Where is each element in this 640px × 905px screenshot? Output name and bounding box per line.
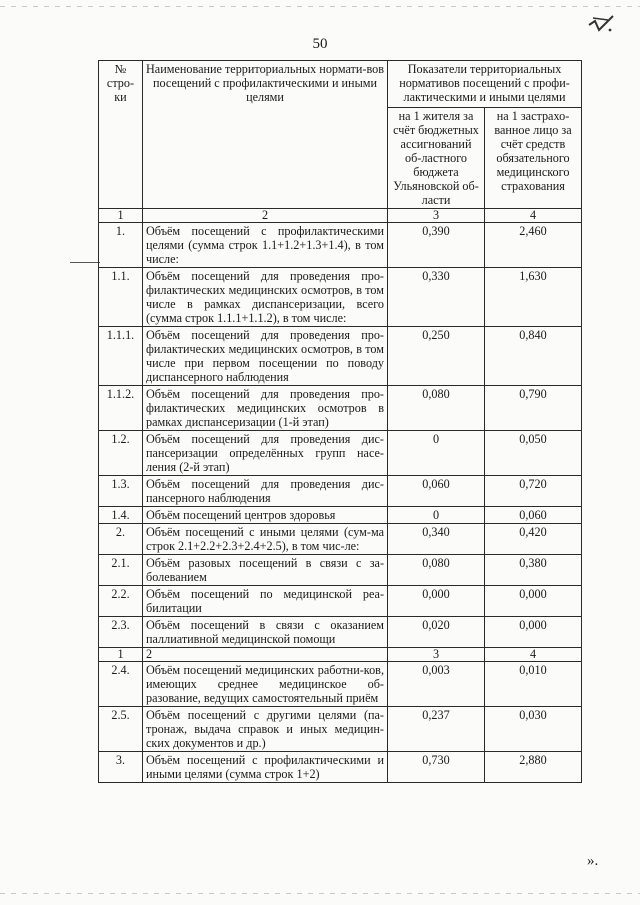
value-per-insured: 0,420 — [485, 524, 582, 555]
column-number: 3 — [388, 648, 485, 662]
header-row — [99, 61, 582, 108]
row-number: 2.4. — [99, 662, 143, 707]
value-per-insured: 2,880 — [485, 752, 582, 783]
row-name: Объём посещений с профилактическими и иными целями (сумма строк 1+2) — [143, 752, 388, 783]
row-name: Объём посещений для проведения дис-пансеризации определённых групп насе-ления (2-й этап) — [143, 431, 388, 476]
value-per-resident: 0,020 — [388, 617, 485, 648]
margin-line — [70, 262, 100, 263]
value-per-resident: 0,390 — [388, 223, 485, 268]
table-row — [99, 431, 582, 476]
row-name: Объём посещений медицинских работни-ков, имеющих среднее медицинское об-разование, ведущих самостоятельный приём — [143, 662, 388, 707]
value-per-insured: 0,010 — [485, 662, 582, 707]
table-row — [99, 662, 582, 707]
row-number: 1.1. — [99, 268, 143, 327]
value-per-insured: 0,060 — [485, 507, 582, 524]
row-number: 2. — [99, 524, 143, 555]
row-number: 1.4. — [99, 507, 143, 524]
column-number: 1 — [99, 648, 143, 662]
table-row — [99, 223, 582, 268]
row-number: 1.3. — [99, 476, 143, 507]
row-name: Объём посещений в связи с оказанием паллиативной медицинской помощи — [143, 617, 388, 648]
header-indicators-group: Показатели территориальных нормативов посещений с профи-лактическими и иными целями — [388, 61, 582, 108]
scan-edge-bottom — [0, 893, 640, 894]
column-numbers-row-repeat — [99, 648, 582, 662]
table-row — [99, 327, 582, 386]
row-name: Объём посещений с иными целями (сум-ма строк 2.1+2.2+2.3+2.4+2.5), в том чис-ле: — [143, 524, 388, 555]
value-per-resident: 0,003 — [388, 662, 485, 707]
value-per-resident: 0 — [388, 507, 485, 524]
header-per-insured: на 1 застрахо-ванное лицо за счёт средств обязательного медицинского страхования — [485, 108, 582, 209]
row-name: Объём посещений центров здоровья — [143, 507, 388, 524]
table-row — [99, 586, 582, 617]
table-row — [99, 617, 582, 648]
table-row — [99, 476, 582, 507]
value-per-resident: 0 — [388, 431, 485, 476]
column-number: 3 — [388, 209, 485, 223]
row-name: Объём посещений для проведения дис-пансерного наблюдения — [143, 476, 388, 507]
value-per-insured: 0,790 — [485, 386, 582, 431]
row-number: 1.1.1. — [99, 327, 143, 386]
column-number: 2 — [143, 648, 388, 662]
column-numbers-row — [99, 209, 582, 223]
row-name: Объём посещений для проведения про-филактических медицинских осмотров, в том числе при первом посещении по поводу диспансерного наблюдения — [143, 327, 388, 386]
header-row-number: № стро-ки — [99, 61, 143, 209]
table-row — [99, 524, 582, 555]
value-per-resident: 0,080 — [388, 386, 485, 431]
value-per-insured: 0,380 — [485, 555, 582, 586]
row-number: 1. — [99, 223, 143, 268]
table-row — [99, 386, 582, 431]
row-number: 1.1.2. — [99, 386, 143, 431]
header-per-resident: на 1 жителя за счёт бюджетных ассигнований об-ластного бюджета Ульяновской об-ласти — [388, 108, 485, 209]
value-per-resident: 0,000 — [388, 586, 485, 617]
table-row — [99, 555, 582, 586]
column-number: 2 — [143, 209, 388, 223]
scan-edge-top — [0, 6, 640, 7]
rows-part-1 — [99, 223, 582, 648]
row-name: Объём посещений для проведения про-филактических медицинских осмотров в рамках диспансеризации (1-й этап) — [143, 386, 388, 431]
table-row — [99, 707, 582, 752]
header-name: Наименование территориальных нормати-вов посещений с профилактическими и иными целями — [143, 61, 388, 209]
value-per-resident: 0,060 — [388, 476, 485, 507]
table-row — [99, 268, 582, 327]
value-per-insured: 0,720 — [485, 476, 582, 507]
value-per-resident: 0,340 — [388, 524, 485, 555]
table-row — [99, 507, 582, 524]
row-name: Объём посещений по медицинской реа-билитации — [143, 586, 388, 617]
closing-quote: ». — [587, 853, 599, 869]
value-per-resident: 0,250 — [388, 327, 485, 386]
column-number: 4 — [485, 648, 582, 662]
value-per-insured: 0,000 — [485, 617, 582, 648]
value-per-resident: 0,237 — [388, 707, 485, 752]
value-per-insured: 0,840 — [485, 327, 582, 386]
value-per-insured: 2,460 — [485, 223, 582, 268]
row-number: 2.5. — [99, 707, 143, 752]
value-per-insured: 0,000 — [485, 586, 582, 617]
value-per-insured: 1,630 — [485, 268, 582, 327]
page-number: 50 — [312, 36, 328, 52]
row-number: 2.3. — [99, 617, 143, 648]
value-per-resident: 0,330 — [388, 268, 485, 327]
row-number: 2.1. — [99, 555, 143, 586]
column-number: 1 — [99, 209, 143, 223]
row-name: Объём посещений с другими целями (па-тронаж, выдача справок и иных медицин-ских документов и др.) — [143, 707, 388, 752]
row-number: 3. — [99, 752, 143, 783]
value-per-insured: 0,030 — [485, 707, 582, 752]
column-number: 4 — [485, 209, 582, 223]
value-per-insured: 0,050 — [485, 431, 582, 476]
handwritten-check-mark-icon — [586, 13, 616, 35]
rows-part-2 — [99, 662, 582, 783]
value-per-resident: 0,730 — [388, 752, 485, 783]
value-per-resident: 0,080 — [388, 555, 485, 586]
row-name: Объём посещений с профилактическими целями (сумма строк 1.1+1.2+1.3+1.4), в том числе: — [143, 223, 388, 268]
row-name: Объём посещений для проведения про-филактических медицинских осмотров, в том числе в рамках диспансеризации, всего (сумма строк 1.1.1+1.1.2), в том числе: — [143, 268, 388, 327]
norms-table — [98, 60, 582, 783]
table-row — [99, 752, 582, 783]
row-number: 1.2. — [99, 431, 143, 476]
row-name: Объём разовых посещений в связи с за-болеванием — [143, 555, 388, 586]
row-number: 2.2. — [99, 586, 143, 617]
